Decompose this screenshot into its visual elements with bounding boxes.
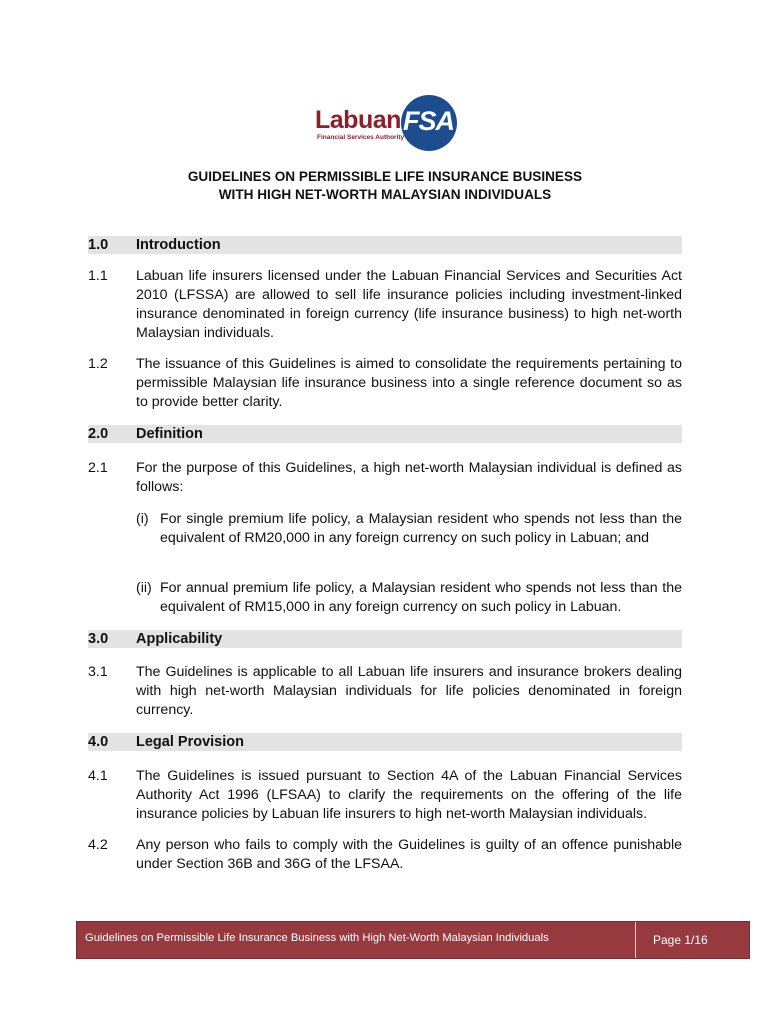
section-label: Applicability bbox=[136, 631, 223, 647]
item-numeral: (ii) bbox=[136, 580, 152, 596]
paragraph-number: 2.1 bbox=[88, 460, 108, 476]
section-number: 1.0 bbox=[88, 237, 109, 253]
paragraph-number: 4.2 bbox=[88, 837, 108, 853]
logo-wordmark: Labuan bbox=[315, 106, 401, 134]
labuan-fsa-logo bbox=[315, 92, 460, 154]
paragraph-number: 1.2 bbox=[88, 356, 108, 372]
item-numeral: (i) bbox=[136, 511, 149, 527]
paragraph-text: The issuance of this Guidelines is aimed to consolidate the requirements pertaining to permissible Malaysian life insurance business into a single reference document so as to provide better clarity. bbox=[136, 356, 682, 410]
footer-document-title: Guidelines on Permissible Life Insurance Business with High Net-Worth Malaysian Individuals bbox=[85, 932, 549, 944]
paragraph-number: 4.1 bbox=[88, 768, 108, 784]
footer-divider bbox=[635, 922, 636, 958]
logo-subtitle: Financial Services Authority bbox=[317, 134, 405, 141]
section-label: Definition bbox=[136, 426, 203, 442]
section-number: 2.0 bbox=[88, 426, 109, 442]
section-header-definition bbox=[88, 425, 682, 443]
paragraph-text: Labuan life insurers licensed under the Labuan Financial Services and Securities Act 2010 (LFSSA) are allowed to sell life insurance policies including investment-linked insurance denominated in foreign currency (life insurance business) to high net-worth Malaysian individuals. bbox=[136, 268, 682, 341]
paragraph-number: 1.1 bbox=[88, 268, 108, 284]
paragraph-text: The Guidelines is issued pursuant to Section 4A of the Labuan Financial Services Authority Act 1996 (LFSAA) to clarify the requirements on the offering of the life insurance policies by Labuan life insurers to high net-worth Malaysian individuals. bbox=[136, 768, 682, 822]
item-text: For single premium life policy, a Malaysian resident who spends not less than the equivalent of RM20,000 in any foreign currency on such policy in Labuan; and bbox=[160, 511, 682, 546]
section-header-introduction bbox=[88, 236, 682, 254]
section-header-legal-provision bbox=[88, 733, 682, 751]
title-line-1: GUIDELINES ON PERMISSIBLE LIFE INSURANCE BUSINESS bbox=[187, 169, 583, 184]
document-title bbox=[90, 168, 680, 204]
title-line-2: WITH HIGH NET-WORTH MALAYSIAN INDIVIDUALS bbox=[218, 187, 552, 202]
section-label: Introduction bbox=[136, 237, 221, 253]
logo-fsa-text: FSA bbox=[403, 106, 454, 136]
paragraph-text: The Guidelines is applicable to all Labuan life insurers and insurance brokers dealing with high net-worth Malaysian individuals for life policies denominated in foreign currency. bbox=[136, 664, 682, 718]
paragraph-number: 3.1 bbox=[88, 664, 108, 680]
section-number: 4.0 bbox=[88, 734, 109, 750]
section-label: Legal Provision bbox=[136, 734, 244, 750]
paragraph-text: For the purpose of this Guidelines, a high net-worth Malaysian individual is defined as follows: bbox=[136, 460, 682, 495]
paragraph-text: Any person who fails to comply with the Guidelines is guilty of an offence punishable under Section 36B and 36G of the LFSAA. bbox=[136, 837, 682, 872]
section-number: 3.0 bbox=[88, 631, 109, 647]
section-header-applicability bbox=[88, 630, 682, 648]
item-text: For annual premium life policy, a Malaysian resident who spends not less than the equivalent of RM15,000 in any foreign currency on such policy in Labuan. bbox=[160, 580, 682, 615]
page-footer bbox=[76, 921, 750, 959]
footer-page-number: Page 1/16 bbox=[653, 933, 708, 947]
